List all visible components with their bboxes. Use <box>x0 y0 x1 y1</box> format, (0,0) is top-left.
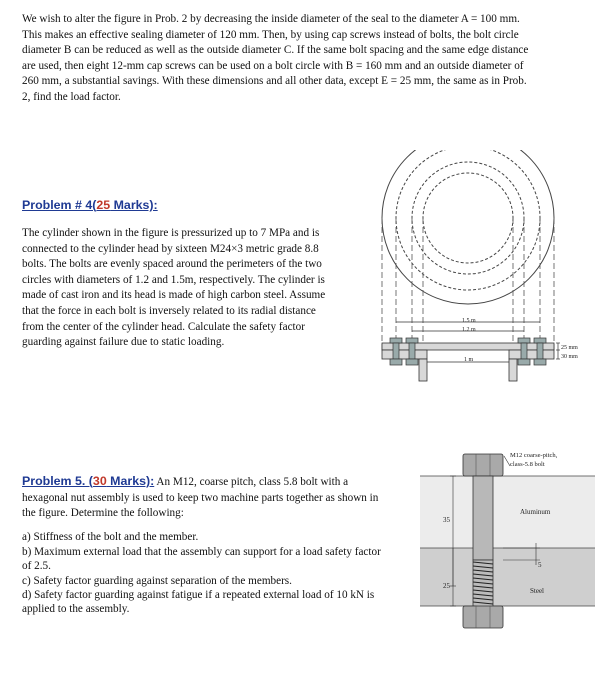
prob5-intro-text: An M12, coarse pitch, class 5.8 bolt with a <box>154 476 349 488</box>
aluminum-label: Aluminum <box>520 508 551 516</box>
bolt-shank <box>473 476 493 560</box>
prob3-line: are used, then eight 12-mm cap screws can be used on a bolt circle with B = 160 mm and an outside diameter of <box>22 59 524 72</box>
prob4-line: circles with diameters of 1.2 and 1.5m, respectively. The cylinder is <box>22 273 325 286</box>
bolt-circle-inner <box>412 162 524 274</box>
steel-member <box>420 548 595 606</box>
question-b: b) Maximum external load that the assembly can support for a load safety factor <box>22 546 381 558</box>
question-d: d) Safety factor guarding against fatigue if a repeated external load of 10 kN is <box>22 589 375 601</box>
prob3-line: This makes an effective sealing diameter of 120 mm. Then, by using cap screws instead of bolts, the bolt circle <box>22 28 519 41</box>
prob4-heading-prefix: Problem # 4( <box>22 198 97 212</box>
hex-nut <box>463 606 503 628</box>
prob4-heading <box>22 198 158 212</box>
prob5-heading-marks: 30 <box>92 474 107 488</box>
cylinder-head-plate <box>382 343 554 350</box>
prob4-line: that the force in each bolt is inversely related to its radial distance <box>22 304 316 317</box>
prob4-heading-suffix: Marks): <box>110 198 158 212</box>
question-d-cont: applied to the assembly. <box>22 603 130 615</box>
prob4-heading-marks: 25 <box>96 198 111 212</box>
prob4-line: from the center of the cylinder head. Calculate the safety factor <box>22 320 305 333</box>
prob4-line: connected to the cylinder head by sixteen M24×3 metric grade 8.8 <box>22 242 319 255</box>
prob5-heading-prefix: Problem 5. ( <box>22 474 93 488</box>
prob4-line: bolts. The bolts are evenly spaced around the perimeters of the two <box>22 258 322 271</box>
dim-35-label: 35 <box>443 516 450 524</box>
cylinder-flange-left <box>382 350 427 359</box>
bolt-assembly-figure <box>420 448 595 680</box>
question-b-cont: of 2.5. <box>22 560 51 572</box>
dim-outer-label: 1.5 m <box>462 318 476 324</box>
bolt-callout-line2: class-5.8 bolt <box>510 461 545 468</box>
bolt-head <box>463 454 503 476</box>
prob3-line: diameter B can be reduced as well as the outside diameter C. If the same bolt spacing and the same edge distance <box>22 44 529 57</box>
prob3-line: 2, find the load factor. <box>22 90 121 103</box>
prob4-line: guarding against failure due to static loading. <box>22 336 225 349</box>
dim-5-label: 5 <box>538 561 542 569</box>
question-a: a) Stiffness of the bolt and the member. <box>22 531 199 543</box>
prob4-line: made of cast iron and its head is made of high carbon steel. Assume <box>22 289 326 302</box>
prob5-intro-line: hexagonal nut assembly is used to keep two machine parts together as shown in <box>22 491 379 504</box>
dim-inner-label: 1.2 m <box>462 327 476 333</box>
thick-top-label: 25 mm <box>561 345 578 351</box>
aluminum-member <box>420 476 595 548</box>
cylinder-wall-left <box>419 359 427 381</box>
dim-bore-label: 1 m <box>464 357 474 363</box>
prob3-line: We wish to alter the figure in Prob. 2 by decreasing the inside diameter of the seal to the diameter A = 100 mm. <box>22 13 520 25</box>
steel-label: Steel <box>530 587 544 595</box>
question-c: c) Safety factor guarding against separation of the members. <box>22 575 292 587</box>
thick-bottom-label: 30 mm <box>561 354 578 360</box>
prob4-line: The cylinder shown in the figure is pressurized up to 7 MPa and is <box>22 227 320 239</box>
prob3-line: 260 mm, a substantial savings. With these dimensions and all other data, except E = 25 mm, the same as in Prob. <box>22 75 527 88</box>
cylinder-head-figure <box>378 150 593 390</box>
bolt-circle-outer <box>396 150 540 290</box>
cylinder-wall-right <box>509 359 517 381</box>
cylinder-flange-right <box>509 350 554 359</box>
prob5-intro-line: the figure. Determine the following: <box>22 507 184 520</box>
prob5-heading <box>22 474 154 488</box>
bolt-callout-line1: M12 coarse-pitch, <box>510 452 558 459</box>
dim-25-label: 25 <box>443 582 450 590</box>
prob5-heading-suffix: Marks): <box>106 474 155 488</box>
prob5-intro <box>22 474 414 522</box>
bore-circle <box>423 173 513 263</box>
prob3-paragraph <box>22 12 580 106</box>
prob5-intro-line <box>22 474 414 491</box>
prob4-paragraph <box>22 226 358 351</box>
